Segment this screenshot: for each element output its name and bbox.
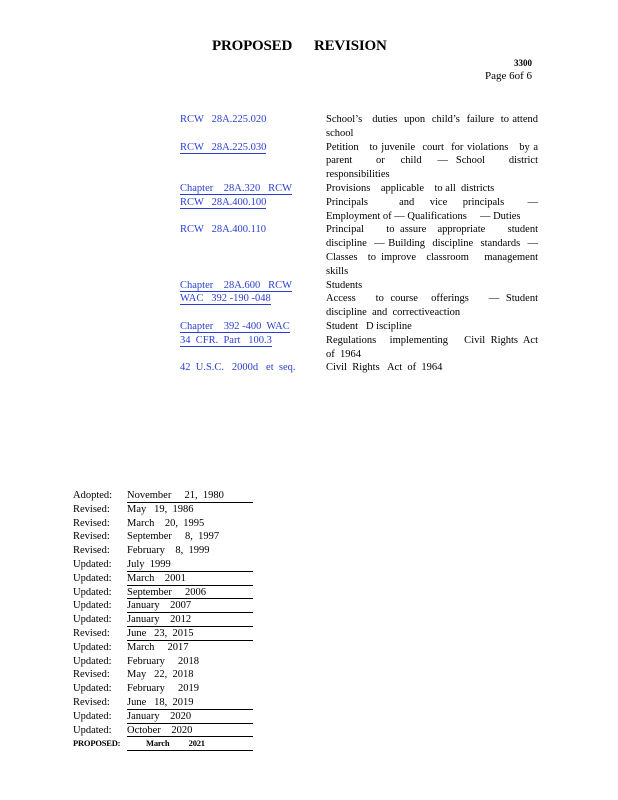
history-label: Revised: [73, 531, 110, 543]
history-row [73, 530, 253, 544]
history-row [73, 696, 253, 710]
reference-description: Civil Rights Act of 1964 [326, 362, 443, 374]
reference-code-link[interactable] [180, 292, 326, 320]
history-date: March 20, 1995 [127, 517, 205, 529]
history-row [73, 558, 253, 572]
reference-code-text[interactable]: RCW 28A.225.030 [180, 141, 267, 153]
history-label: Updated: [73, 710, 112, 722]
history-label: Revised: [73, 517, 110, 529]
reference-description: Student D iscipline [326, 320, 412, 332]
history-row [73, 710, 253, 724]
reference-row [180, 334, 540, 362]
reference-code-link[interactable] [180, 334, 326, 362]
history-date: March 2017 [127, 641, 189, 653]
history-date: September 8, 1997 [127, 531, 220, 543]
reference-description: Principals and vice principals — Employment of — Qualifications — Duties [326, 196, 541, 222]
history-label: Updated: [73, 614, 112, 626]
reference-code-link[interactable] [180, 182, 326, 196]
reference-row [180, 320, 540, 334]
reference-code-link[interactable] [180, 320, 326, 334]
history-label: Updated: [73, 683, 112, 695]
history-date: September 2006 [127, 586, 253, 600]
history-row-proposed [73, 737, 253, 751]
history-row [73, 613, 253, 627]
history-row [73, 489, 253, 503]
reference-code-link[interactable] [180, 113, 326, 141]
history-date: March 2001 [127, 572, 253, 586]
history-date: June 23, 2015 [127, 627, 253, 641]
reference-row [180, 361, 540, 375]
policy-number: 3300 [514, 58, 532, 68]
history-label: Updated: [73, 641, 112, 653]
history-label: Updated: [73, 655, 112, 667]
reference-row [180, 196, 540, 224]
history-label: Updated: [73, 558, 112, 570]
history-date: October 2020 [127, 724, 253, 738]
history-date: June 18, 2019 [127, 696, 253, 710]
history-label: Revised: [73, 669, 110, 681]
reference-row [180, 279, 540, 293]
reference-code-link[interactable] [180, 141, 326, 182]
reference-description: Petition to juvenile court for violations by a parent or child — School district responsibilities [326, 141, 541, 181]
reference-code-link[interactable] [180, 223, 326, 278]
reference-description: Regulations implementing Civil Rights Act of 1964 [326, 334, 541, 360]
reference-code-text[interactable]: 34 CFR. Part 100.3 [180, 334, 272, 346]
reference-row [180, 223, 540, 278]
history-date: January 2012 [127, 613, 253, 627]
proposed-date: March 2021 [127, 737, 253, 751]
reference-code-link[interactable] [180, 279, 326, 293]
page-number: Page 6of 6 [484, 70, 532, 82]
reference-code-text[interactable]: RCW 28A.400.100 [180, 196, 267, 208]
title-word-revision: REVISION [314, 38, 387, 54]
history-row [73, 641, 253, 655]
history-date: February 8, 1999 [127, 545, 210, 557]
reference-row [180, 182, 540, 196]
reference-code-link[interactable] [180, 196, 326, 224]
history-label: Updated: [73, 724, 112, 736]
history-row [73, 655, 253, 669]
history-date: July 1999 [127, 558, 253, 572]
history-row [73, 682, 253, 696]
history-row [73, 668, 253, 682]
history-date: January 2007 [127, 599, 253, 613]
reference-description: School’s duties upon child’s failure to attend school [326, 114, 541, 139]
reference-code-text[interactable]: Chapter 392 -400 WAC [180, 320, 290, 332]
history-row [73, 724, 253, 738]
reference-row [180, 113, 540, 141]
history-row [73, 572, 253, 586]
history-label: Revised: [73, 545, 110, 557]
reference-row [180, 141, 540, 182]
history-row [73, 517, 253, 531]
reference-code-text[interactable]: WAC 392 -190 -048 [180, 293, 271, 305]
reference-code-text[interactable]: RCW 28A.400.110 [180, 224, 267, 236]
history-row [73, 627, 253, 641]
reference-code-text[interactable]: RCW 28A.225.020 [180, 114, 267, 125]
history-row [73, 503, 253, 517]
history-date: January 2020 [127, 710, 253, 724]
history-label: Adopted: [73, 490, 113, 501]
history-label: Updated: [73, 572, 112, 584]
reference-row [180, 292, 540, 320]
history-row [73, 544, 253, 558]
reference-code-text[interactable]: 42 U.S.C. 2000d et seq. [180, 362, 296, 374]
history-row [73, 586, 253, 600]
history-label: Revised: [73, 696, 110, 708]
history-label: Updated: [73, 600, 112, 612]
title-word-proposed: PROPOSED [212, 38, 293, 54]
history-date: November 21, 1980 [127, 489, 253, 503]
history-date: February 2018 [127, 655, 200, 667]
reference-description: Principal to assure appropriate student discipline — Building discipline standards — Classes to improve classroom management skills [326, 224, 541, 277]
history-date: February 2019 [127, 683, 200, 695]
history-date: May 19, 1986 [127, 503, 194, 515]
reference-description: Students [326, 279, 363, 291]
reference-description: Provisions applicable to all districts [326, 182, 495, 194]
reference-code-text[interactable]: Chapter 28A.600 RCW [180, 279, 292, 291]
history-row [73, 599, 253, 613]
history-label: Revised: [73, 503, 110, 515]
history-label: Updated: [73, 586, 112, 598]
reference-description: Access to course offerings — Student discipline and correctiveaction [326, 293, 541, 319]
proposed-label: PROPOSED: [73, 738, 121, 749]
legal-references-list [180, 113, 540, 375]
history-label: Revised: [73, 627, 110, 639]
reference-code-text[interactable]: Chapter 28A.320 RCW [180, 182, 292, 194]
revision-history [73, 489, 253, 751]
reference-code-link[interactable] [180, 361, 326, 375]
history-date: May 22, 2018 [127, 669, 194, 681]
